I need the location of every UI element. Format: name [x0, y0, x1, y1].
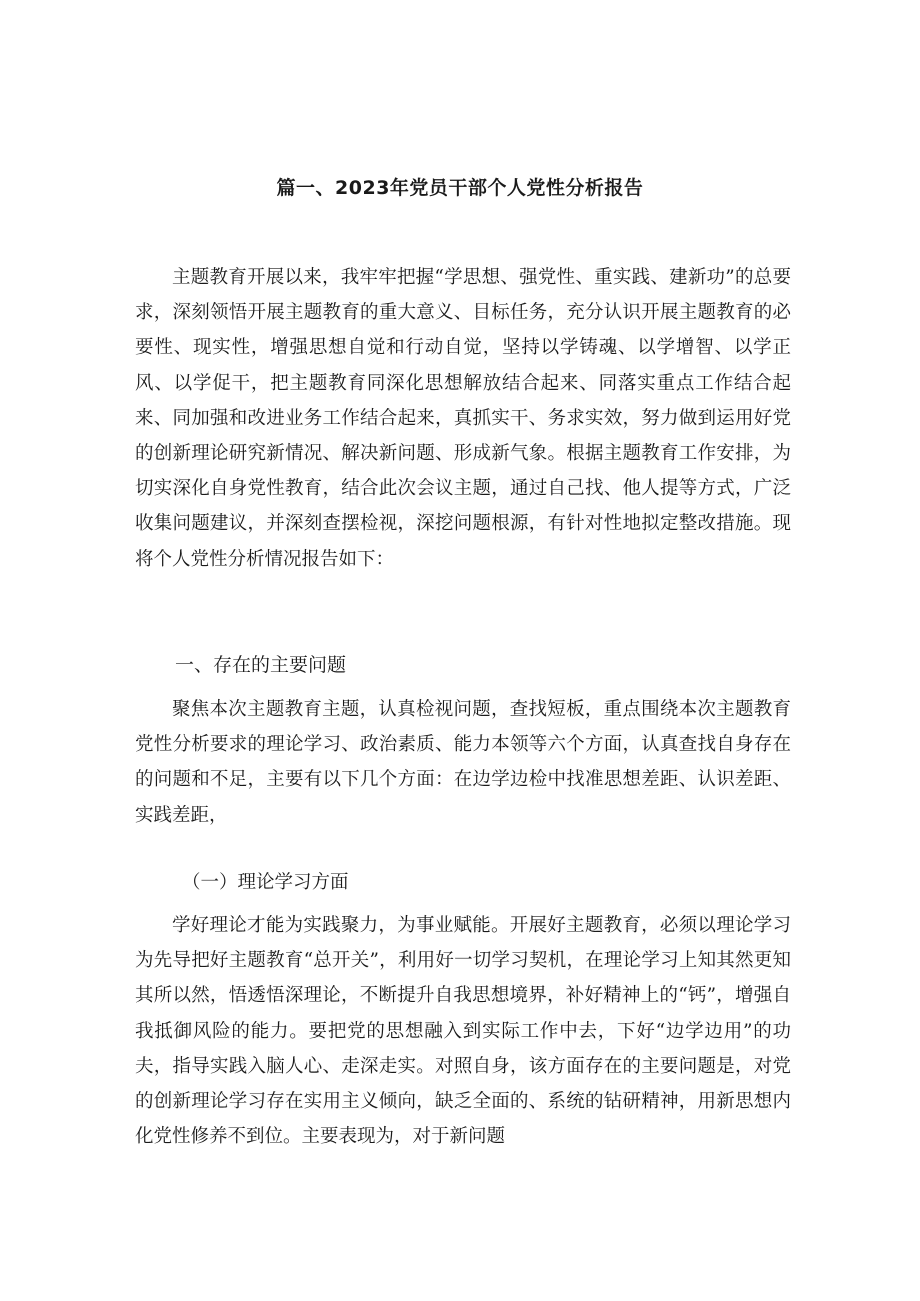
intro-paragraph: 主题教育开展以来，我牢牢把握“学思想、强党性、重实践、建新功”的总要求，深刻领悟开展主题教育的重大意义、目标任务，充分认识开展主题教育的必要性、现实性，增强思想自觉和行动自觉，坚持以学铸魂、以学增智、以学正风、以学促干，把主题教育同深化思想解放结合起来、同落实重点工作结合起来、同加强和改进业务工作结合起来，真抓实干、务求实效，努力做到运用好党的创新理论研究新情况、解决新问题、形成新气象。根据主题教育工作安排，为切实深化自身党性教育，结合此次会议主题，通过自己找、他人提等方式，广泛收集问题建议，并深刻查摆检视，深挖问题根源，有针对性地拟定整改措施。现将个人党性分析情况报告如下： — [135, 267, 791, 570]
document-title: 篇一、2023年党员干部个人党性分析报告 — [276, 176, 644, 199]
subsection-heading-theory-study: （一）理论学习方面 — [182, 872, 349, 893]
subsection-paragraph-theory-study: 学好理论才能为实践聚力，为事业赋能。开展好主题教育，必须以理论学习为先导把好主题教育“总开关”，利用好一切学习契机，在理论学习上知其然更知其所以然，悟透悟深理论，不断提升自我思想境界，补好精神上的“钙”，增强自我抵御风险的能力。要把党的思想融入到实际工作中去，下好“边学边用”的功夫，指导实践入脑人心、走深走实。对照自身，该方面存在的主要问题是，对党的创新理论学习存在实用主义倾向，缺乏全面的、系统的钻研精神，用新思想内化党性修养不到位。主要表现为，对于新问题 — [135, 915, 791, 1148]
section-paragraph-main-problems: 聚焦本次主题教育主题，认真检视问题，查找短板，重点围绕本次主题教育党性分析要求的理论学习、政治素质、能力本领等六个方面，认真查找自身存在的问题和不足，主要有以下几个方面：在边学边检中找准思想差距、认识差距、实践差距， — [135, 699, 791, 826]
section-heading-main-problems: 一、存在的主要问题 — [175, 654, 347, 676]
